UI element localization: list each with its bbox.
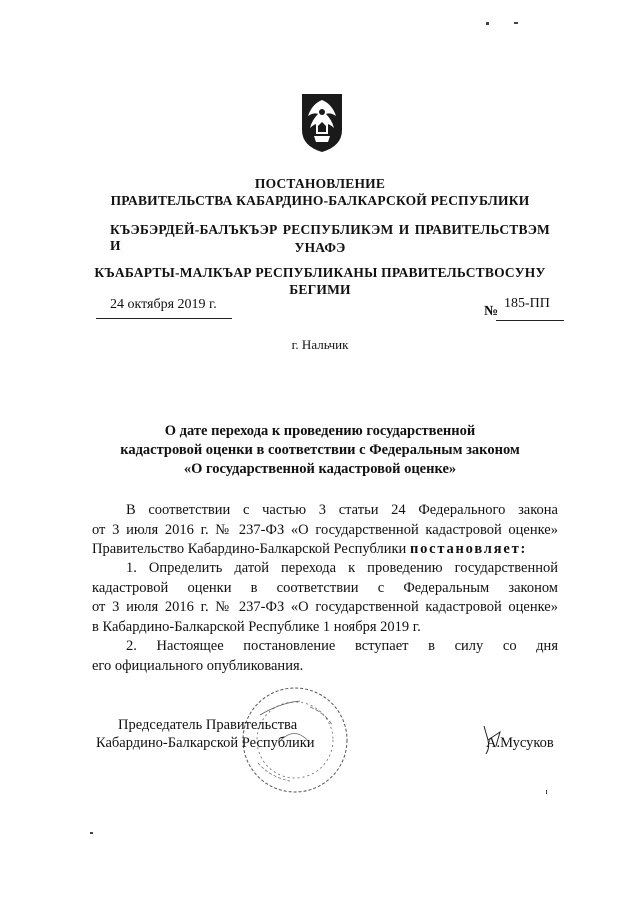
body-line: 2. Настоящее постановление вступает в силу со дня — [126, 638, 558, 654]
scan-speck — [486, 22, 489, 25]
signatory-role-line-1: Председатель Правительства — [118, 717, 298, 733]
body-line: в Кабардино-Балкарской Республике 1 ноября 2019 г. — [92, 618, 421, 635]
body-line: от 3 июля 2016 г. № 237-ФЗ «О государственной кадастровой оценке» — [92, 521, 558, 538]
title-line: «О государственной кадастровой оценке» — [183, 461, 457, 477]
number-sign: № — [484, 304, 499, 319]
body-paragraph-3 — [92, 637, 558, 676]
body-paragraph-1 — [92, 501, 558, 560]
government-name-bal-cont: БЕГИМИ — [289, 282, 351, 297]
body-line: В соответствии с частью 3 статьи 24 Федерального закона — [126, 502, 558, 518]
number-underline — [496, 320, 564, 321]
body-paragraph-2 — [92, 559, 558, 637]
body-line — [92, 540, 558, 560]
signatory-name: А.Мусуков — [486, 735, 554, 751]
body-text: Правительство Кабардино-Балкарской Республики — [92, 541, 407, 557]
title-line: О дате перехода к проведению государственной — [164, 423, 476, 439]
scan-speck — [90, 832, 93, 834]
document-title — [0, 422, 640, 479]
signatory-role-line-2: Кабардино-Балкарской Республики — [96, 735, 315, 751]
coat-of-arms-emblem — [298, 90, 346, 154]
body-line: его официального опубликования. — [92, 657, 304, 674]
body-line: кадастровой оценки в соответствии с Федеральным законом — [92, 579, 558, 596]
resolution-verb: постановляет: — [409, 541, 528, 557]
government-name-kab: КЪЭБЭРДЕЙ-БАЛЪКЪЭР РЕСПУБЛИКЭМ И ПРАВИТЕЛЬСТВЭМ И — [110, 222, 550, 253]
city: г. Нальчик — [291, 337, 349, 352]
government-name-bal: КЪАБАРТЫ-МАЛКЪАР РЕСПУБЛИКАНЫ ПРАВИТЕЛЬСТВОСУНУ — [94, 265, 546, 280]
doc-type-heading: ПОСТАНОВЛЕНИЕ — [254, 176, 386, 191]
body-line: от 3 июля 2016 г. № 237-ФЗ «О государственной кадастровой оценке» — [92, 599, 558, 615]
document-number: 185-ПП — [504, 296, 550, 311]
scan-speck — [514, 22, 518, 24]
body-line: 1. Определить датой перехода к проведению государственной — [126, 560, 558, 576]
government-name-ru: ПРАВИТЕЛЬСТВА КАБАРДИНО-БАЛКАРСКОЙ РЕСПУБЛИКИ — [110, 193, 530, 208]
government-name-kab-cont: УНАФЭ — [294, 240, 346, 255]
document-date: 24 октября 2019 г. — [110, 297, 217, 312]
title-line: кадастровой оценки в соответствии с Федеральным законом — [120, 442, 520, 458]
date-underline — [96, 318, 232, 319]
scan-speck — [546, 790, 547, 794]
